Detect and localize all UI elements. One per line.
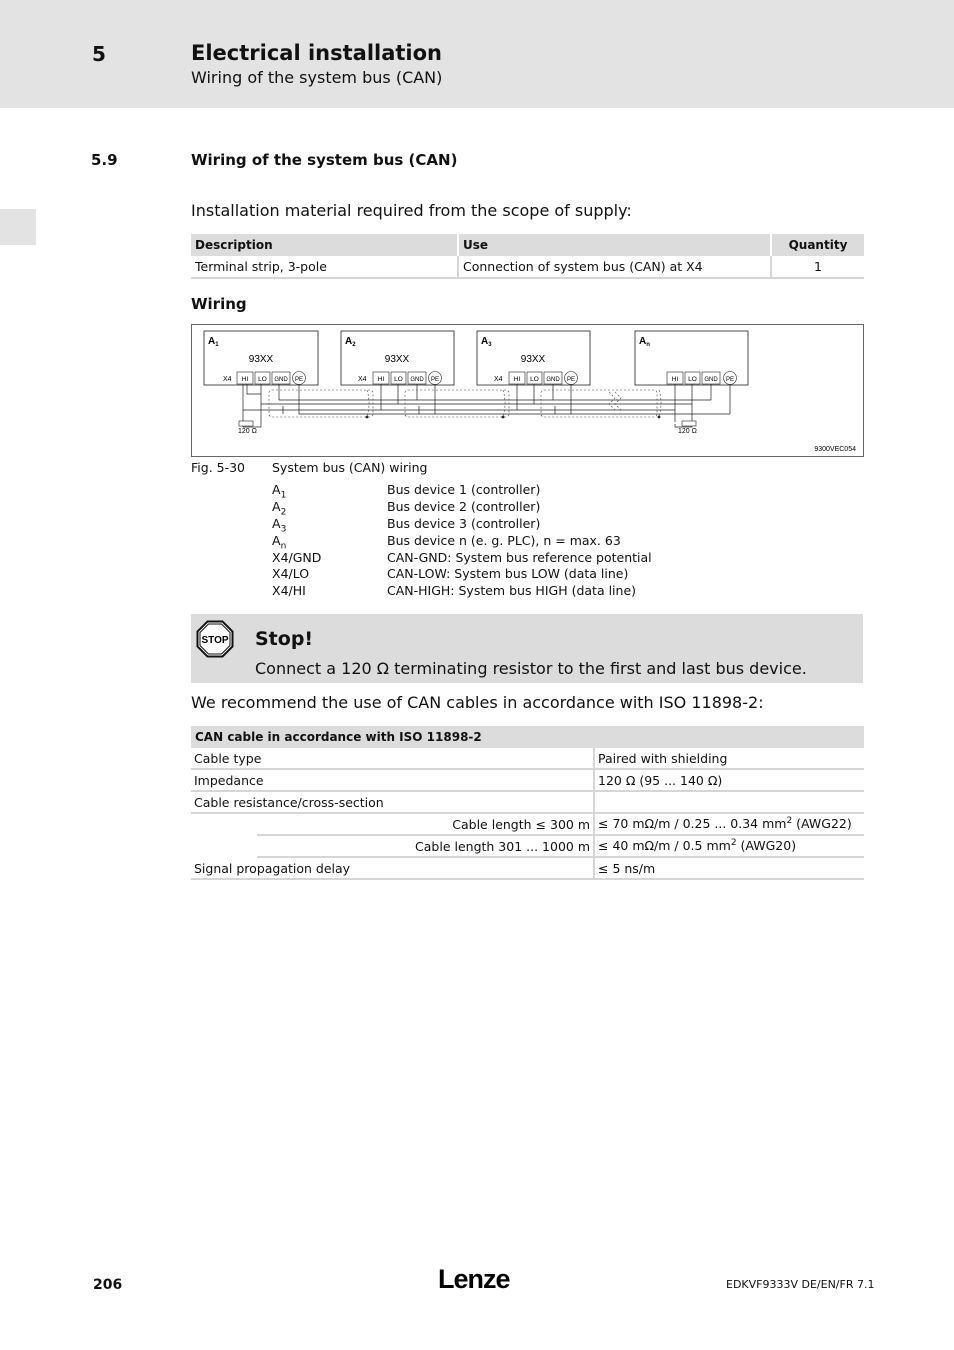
device-box-a3	[477, 331, 590, 385]
pin-gnd: GND	[410, 377, 424, 383]
table-cell: ≤ 70 mΩ/m / 0.25 ... 0.34 $mm^2$ (AWG22)	[594, 813, 864, 835]
legend-value: CAN-GND: System bus reference potential	[387, 549, 652, 565]
chapter-title: Electrical installation	[191, 41, 442, 65]
legend-key: X4/LO	[272, 566, 310, 582]
table-cell: Signal propagation delay	[191, 857, 594, 879]
table-row	[191, 791, 864, 813]
section-title: Wiring of the system bus (CAN)	[191, 151, 458, 169]
chapter-subtitle: Wiring of the system bus (CAN)	[191, 68, 443, 87]
legend-key: X4/GND	[272, 549, 322, 565]
legend-value: Bus device n (e. g. PLC), n = max. 63	[387, 532, 621, 548]
table-header-row	[191, 726, 864, 748]
device-label: A	[639, 336, 647, 347]
device-model: 93XX	[248, 354, 274, 365]
table-header: Use	[458, 234, 771, 256]
table-header: Quantity	[771, 234, 864, 256]
pin-pe: PE	[430, 377, 440, 383]
table-cell: Impedance	[191, 769, 594, 791]
legend-key: $A_1$	[272, 482, 287, 501]
pin-hi: HI	[377, 376, 385, 383]
side-tab-marker	[0, 209, 36, 245]
table-cell: Cable resistance/cross-section	[191, 791, 594, 813]
table-cell: 120 Ω (95 ... 140 Ω)	[594, 769, 864, 791]
table-cell: ≤ 5 ns/m	[594, 857, 864, 879]
stop-text: Connect a 120 Ω terminating resistor to the first and last bus device.	[255, 659, 807, 678]
intro-text: Installation material required from the scope of supply:	[191, 201, 632, 220]
figure-caption-text: System bus (CAN) wiring	[272, 460, 428, 475]
figure-caption-number: Fig. 5-30	[191, 460, 246, 475]
device-label: A	[208, 336, 216, 347]
device-sub: 1	[215, 342, 219, 348]
legend-value: CAN-HIGH: System bus HIGH (data line)	[387, 583, 637, 599]
legend-key: $A_2$	[272, 498, 287, 518]
legend-value: Bus device 1 (controller)	[387, 482, 541, 497]
recommend-text: We recommend the use of CAN cables in accordance with ISO 11898-2:	[191, 693, 764, 712]
wiring-heading: Wiring	[191, 295, 247, 313]
pin-gnd: GND	[704, 377, 718, 383]
cable-shield-dashed	[269, 390, 661, 417]
chapter-number: 5	[92, 42, 106, 66]
pin-lo: LO	[394, 376, 403, 383]
stop-title: Stop!	[255, 628, 314, 650]
table-header: CAN cable in accordance with ISO 11898-2	[191, 726, 864, 748]
pin-lo: LO	[688, 376, 697, 383]
legend-value: Bus device 3 (controller)	[387, 515, 541, 531]
pin-gnd: GND	[274, 377, 288, 383]
table-cell: Terminal strip, 3-pole	[191, 256, 458, 278]
table-cell: Cable length 301 ... 1000 m	[257, 835, 594, 857]
can-wiring-diagram	[191, 324, 864, 457]
figure-code: 9300VEC054	[814, 446, 856, 453]
table-cell-indent	[191, 835, 257, 857]
bus-cable-lines	[239, 384, 730, 427]
can-cable-table	[191, 726, 864, 880]
device-sub: 3	[488, 342, 492, 348]
table-cell	[594, 791, 864, 813]
logo-text: Lenze	[438, 1264, 510, 1294]
section-number: 5.9	[91, 151, 118, 169]
device-box-a1	[204, 331, 318, 385]
pin-hi: HI	[513, 376, 521, 383]
stop-icon-text: STOP	[201, 635, 229, 646]
table-row	[191, 748, 864, 769]
terminal-label: X4	[358, 376, 367, 383]
legend-value: Bus device 2 (controller)	[387, 498, 541, 514]
pin-pe: PE	[294, 377, 304, 383]
device-sub: 2	[352, 342, 356, 348]
table-row	[191, 835, 864, 857]
device-box-a2	[341, 331, 454, 385]
terminal-label: X4	[494, 376, 503, 383]
table-row	[191, 857, 864, 879]
device-model: 93XX	[384, 354, 410, 365]
device-sub: n	[646, 342, 650, 348]
table-row	[191, 256, 864, 278]
terminal-label: X4	[223, 376, 232, 383]
pin-gnd: GND	[546, 377, 560, 383]
device-label: A	[345, 336, 353, 347]
chapter-header	[0, 0, 954, 108]
resistor-label-left: 120 Ω	[238, 428, 257, 435]
table-cell: Connection of system bus (CAN) at X4	[458, 256, 771, 278]
table-cell: Cable length ≤ 300 m	[257, 813, 594, 835]
page-number: 206	[93, 1277, 123, 1293]
document-id: EDKVF9333V DE/EN/FR 7.1	[726, 1278, 875, 1291]
table-header-row	[191, 234, 864, 256]
pin-hi: HI	[671, 376, 679, 383]
device-box-an	[635, 331, 748, 385]
stop-sign-icon	[196, 620, 234, 658]
resistor-label-right: 120 Ω	[678, 428, 697, 435]
stop-notice	[191, 614, 863, 683]
legend-key: X4/HI	[272, 583, 306, 599]
pin-lo: LO	[530, 376, 539, 383]
legend-key: $A_n$	[272, 532, 287, 552]
device-model: 93XX	[520, 354, 546, 365]
pin-hi: HI	[241, 376, 249, 383]
legend-key: $A_3$	[272, 515, 287, 535]
table-cell: Cable type	[191, 748, 594, 769]
table-row	[191, 769, 864, 791]
table-cell: 1	[771, 256, 864, 278]
legend-value: CAN-LOW: System bus LOW (data line)	[387, 566, 629, 582]
pin-pe: PE	[566, 377, 576, 383]
table-cell: Paired with shielding	[594, 748, 864, 769]
table-header: Description	[191, 234, 458, 256]
lenze-logo	[436, 1262, 516, 1294]
table-row	[191, 813, 864, 835]
pin-pe: PE	[725, 377, 735, 383]
material-table	[191, 234, 864, 279]
pin-lo: LO	[258, 376, 267, 383]
device-label: A	[481, 336, 489, 347]
table-cell: ≤ 40 mΩ/m / 0.5 $mm^2$ (AWG20)	[594, 835, 864, 857]
table-cell-indent	[191, 813, 257, 835]
